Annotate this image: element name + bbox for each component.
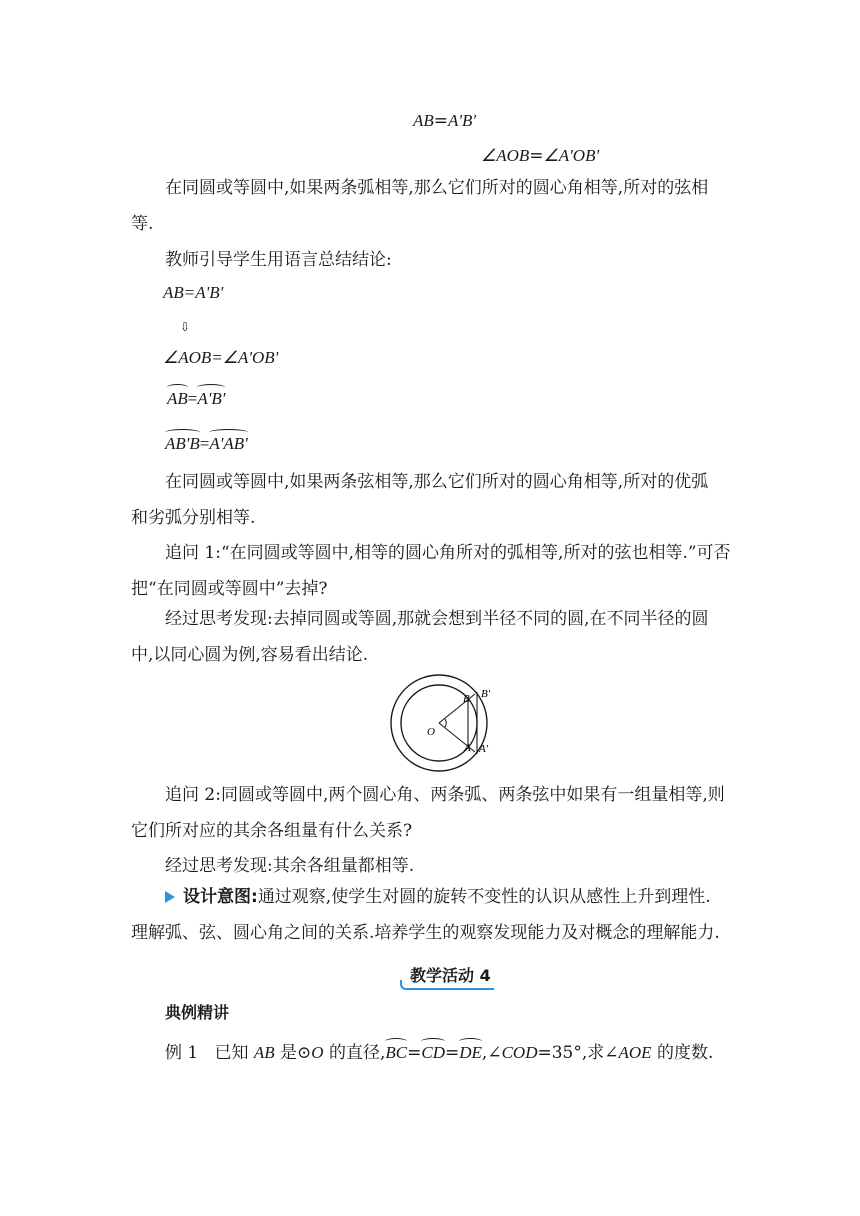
design-marker-icon [165,891,175,903]
section-title: 典例精讲 [165,1003,230,1022]
activity-title: 教学活动 4 [410,966,491,985]
arc-ab: AB [167,387,188,411]
equals-sign: = [529,146,544,166]
paragraph-3-line-1: 在同圆或等圆中,如果两条弦相等,那么它们所对的圆心角相等,所对的优弧 [165,472,709,492]
arc-de: DE [459,1041,482,1065]
design-intent-line-2: 理解弧、弦、圆心角之间的关系.培养学生的观察发现能力及对概念的理解能力. [131,923,720,943]
paragraph-2: 教师引导学生用语言总结结论: [165,250,392,270]
example-text: 的度数. [656,1043,714,1063]
equation-angle [481,144,599,168]
angle-mark [445,719,446,727]
label-a: A [464,742,471,754]
circle-o: O [311,1043,324,1062]
example-1 [165,1041,713,1065]
follow-up-1-line-2: 把“在同圆或等圆中”去掉? [131,579,328,599]
label-a-prime: A' [479,743,489,755]
equals-sign: = [407,1043,422,1063]
design-intent-text: 通过观察,使学生对圆的旋转不变性的认识从感性上升到理性. [257,887,711,907]
label-b: B [463,693,470,705]
down-arrow-icon: ⇩ [180,320,191,334]
example-label: 例 1 [165,1043,199,1063]
design-intent-line-1 [183,885,711,909]
arc-aab: A'AB' [209,432,247,456]
chord-ab: AB [413,111,434,130]
equals-sign: = [445,1043,460,1063]
arc-ab-prime: A'B' [197,387,225,411]
design-intent-label: 设计意图: [183,887,258,907]
arc-cd: CD [421,1041,445,1065]
diameter-ab: AB [253,1043,275,1062]
example-text: 已知 [214,1043,249,1063]
formula-angle: ∠AOB=∠A'OB' [163,348,279,367]
equals-sign: = [187,389,198,408]
angle-aob: ∠AOB [481,146,530,165]
label-o: O [427,726,435,738]
angle-cod: COD [501,1043,538,1062]
paragraph-1-line-1: 在同圆或等圆中,如果两条弧相等,那么它们所对的圆心角相等,所对的弦相 [165,178,709,198]
chord-ab-prime: A'B' [448,111,477,130]
paragraph-5-line-1: 经过思考发现:去掉同圆或等圆,那就会想到半径不同的圆,在不同半径的圆 [165,609,709,629]
example-text: =35°,求∠ [537,1043,619,1063]
equation-chord [413,109,476,133]
formula-arc-minor [167,387,225,411]
label-b-prime: B' [481,688,491,700]
example-text: 的直径, [328,1043,386,1063]
example-text: 是⊙ [280,1043,312,1063]
paragraph-7: 经过思考发现:其余各组量都相等. [165,856,415,876]
equals-sign: = [199,434,210,453]
arc-abb: AB'B [165,432,200,456]
follow-up-1-line-1: 追问 1:“在同圆或等圆中,相等的圆心角所对的弧相等,所对的弦也相等.”可否 [165,543,731,563]
paragraph-3-line-2: 和劣弧分别相等. [131,508,256,528]
paragraph-5-line-2: 中,以同心圆为例,容易看出结论. [131,645,369,665]
follow-up-2-line-2: 它们所对应的其余各组量有什么关系? [131,821,413,841]
angle-aob-prime: ∠A'OB' [543,146,600,165]
concentric-circles-figure [385,672,497,776]
equals-sign: = [433,111,449,131]
angle-aoe: AOE [618,1043,652,1062]
follow-up-2-line-1: 追问 2:同圆或等圆中,两个圆心角、两条弧、两条弦中如果有一组量相等,则 [165,785,725,805]
arc-bc: BC [385,1041,407,1065]
example-text: ,∠ [481,1043,502,1063]
formula-chord: AB=A'B' [163,283,224,302]
formula-arc-major [165,432,248,456]
paragraph-1-line-2: 等. [131,214,154,234]
